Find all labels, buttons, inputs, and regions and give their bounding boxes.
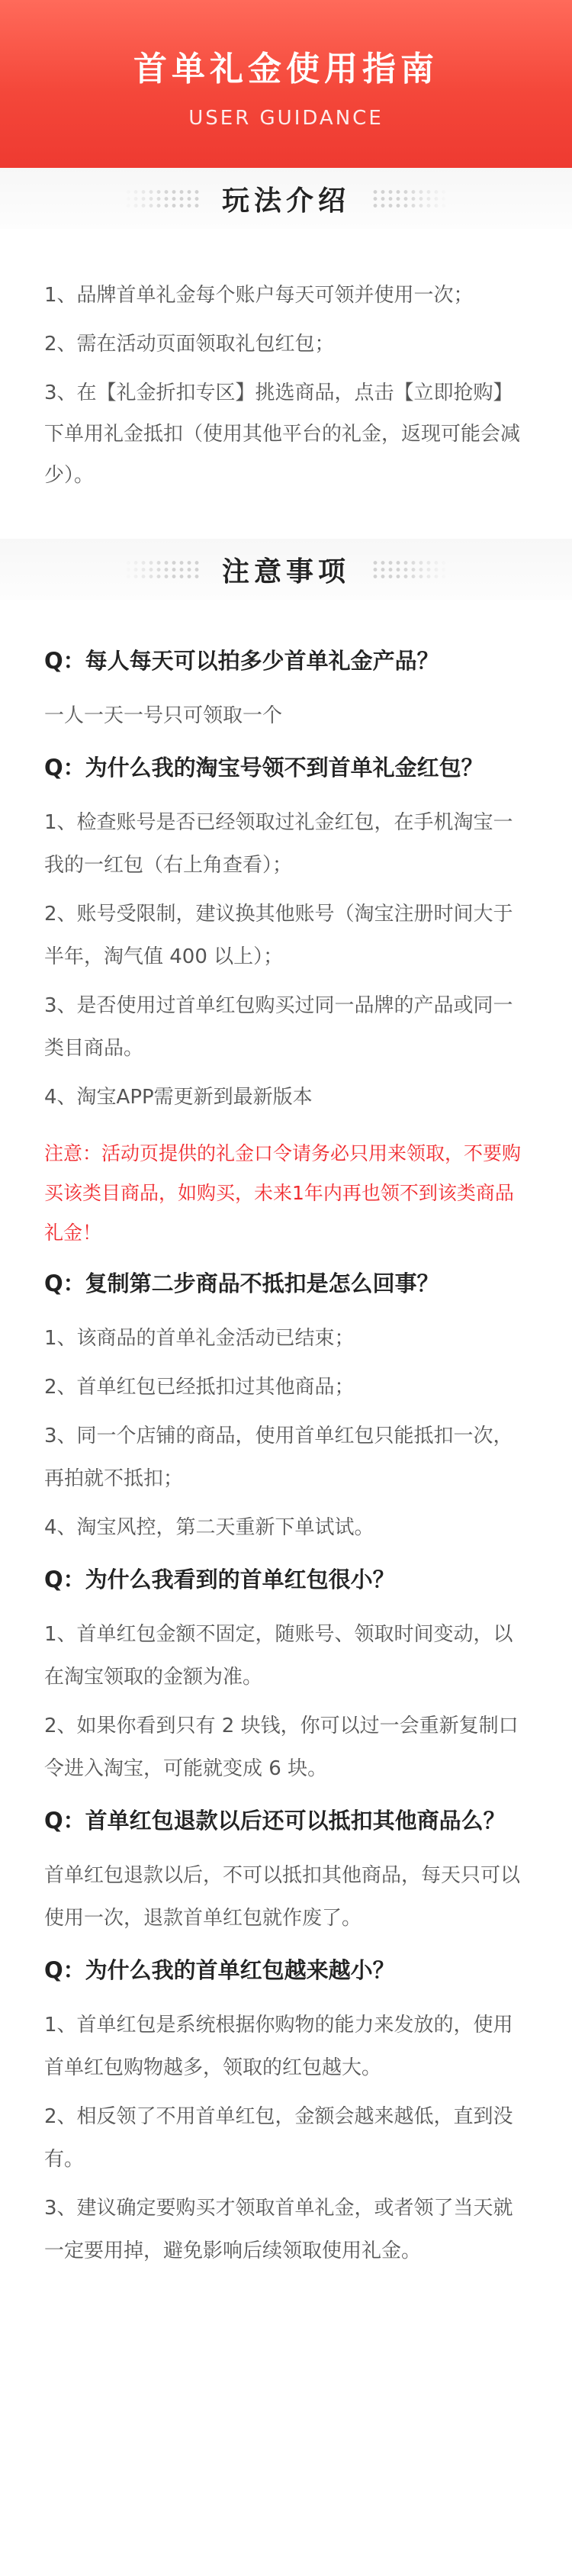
faq-list <box>0 600 572 2272</box>
section-header-play <box>0 168 572 229</box>
rule-item: 2、需在活动页面领取礼包红包； <box>44 333 335 356</box>
answer-line: 1、首单红包是系统根据你购物的能力来发放的，使用首单红包购物越多，领取的红包越大。 <box>44 2014 513 2079</box>
answer-line: 2、如果你看到只有 2 块钱，你可以过一会重新复制口令进入淘宝，可能就变成 6 块。 <box>44 1715 519 1780</box>
faq-question: Q：为什么我的淘宝号领不到首单礼金红包？ <box>44 755 484 781</box>
warning-notice: 注意：活动页提供的礼金口令请务必只用来领取，不要购买该类目商品，如购买，未来1年内再也领不到该类商品礼金！ <box>44 1142 522 1244</box>
faq-answer <box>44 694 528 737</box>
answer-line: 4、淘宝风控，第二天重新下单试试。 <box>44 1516 374 1539</box>
answer-line: 3、建议确定要购买才领取首单礼金，或者领了当天就一定要用掉，避免影响后续领取使用礼金。 <box>44 2197 513 2262</box>
answer-line: 1、检查账号是否已经领取过礼金红包，在手机淘宝一我的一红包（右上角查看）； <box>44 811 513 877</box>
faq-answer <box>44 2004 528 2272</box>
dots-decoration-icon <box>371 188 448 208</box>
page-subtitle: USER GUIDANCE <box>188 107 384 130</box>
play-section <box>0 168 572 539</box>
faq-item <box>44 1564 528 1790</box>
faq-question: Q：为什么我看到的首单红包很小？ <box>44 1567 395 1592</box>
answer-line: 一人一天一号只可领取一个 <box>44 704 283 727</box>
answer-line: 2、首单红包已经抵扣过其他商品； <box>44 1376 355 1399</box>
faq-item <box>44 752 528 1253</box>
dots-decoration-icon <box>124 188 201 208</box>
answer-line: 4、淘宝APP需更新到最新版本 <box>44 1086 313 1109</box>
dots-decoration-icon <box>124 559 201 579</box>
faq-item <box>44 1268 528 1549</box>
notes-section <box>0 539 572 2272</box>
answer-line: 首单红包退款以后，不可以抵扣其他商品，每天只可以使用一次，退款首单红包就作废了。 <box>44 1864 521 1930</box>
faq-answer <box>44 801 528 1119</box>
faq-question: Q：为什么我的首单红包越来越小？ <box>44 1957 395 1983</box>
answer-line: 2、账号受限制，建议换其他账号（淘宝注册时间大于半年，淘气值 400 以上）； <box>44 903 513 968</box>
answer-line: 2、相反领了不用首单红包，金额会越来越低，直到没有。 <box>44 2105 513 2171</box>
answer-line: 1、首单红包金额不固定，随账号、领取时间变动，以在淘宝领取的金额为准。 <box>44 1623 513 1689</box>
section-title-play: 玩法介绍 <box>221 185 350 217</box>
hero-banner <box>0 0 572 168</box>
section-title-notes: 注意事项 <box>221 555 350 588</box>
faq-question: Q：复制第二步商品不抵扣是怎么回事？ <box>44 1270 439 1296</box>
play-rules <box>0 229 572 539</box>
answer-line: 1、该商品的首单礼金活动已结束； <box>44 1327 355 1350</box>
answer-line: 3、是否使用过首单红包购买过同一品牌的产品或同一类目商品。 <box>44 994 513 1060</box>
answer-line: 3、同一个店铺的商品，使用首单红包只能抵扣一次，再拍就不抵扣； <box>44 1425 513 1490</box>
faq-item <box>44 1805 528 1940</box>
faq-answer <box>44 1613 528 1790</box>
faq-question: Q：每人每天可以拍多少首单礼金产品？ <box>44 648 439 674</box>
faq-answer <box>44 1854 528 1940</box>
rule-item: 1、品牌首单礼金每个账户每天可领并使用一次； <box>44 284 474 307</box>
rule-item: 3、在【礼金折扣专区】挑选商品，点击【立即抢购】下单用礼金抵扣（使用其他平台的礼金，返现可能会减少）。 <box>44 382 521 487</box>
faq-question: Q：首单红包退款以后还可以抵扣其他商品么？ <box>44 1808 506 1834</box>
section-header-notes <box>0 539 572 600</box>
dots-decoration-icon <box>371 559 448 579</box>
faq-answer <box>44 1317 528 1549</box>
faq-item <box>44 1955 528 2272</box>
page-title: 首单礼金使用指南 <box>133 50 439 89</box>
faq-item <box>44 646 528 737</box>
